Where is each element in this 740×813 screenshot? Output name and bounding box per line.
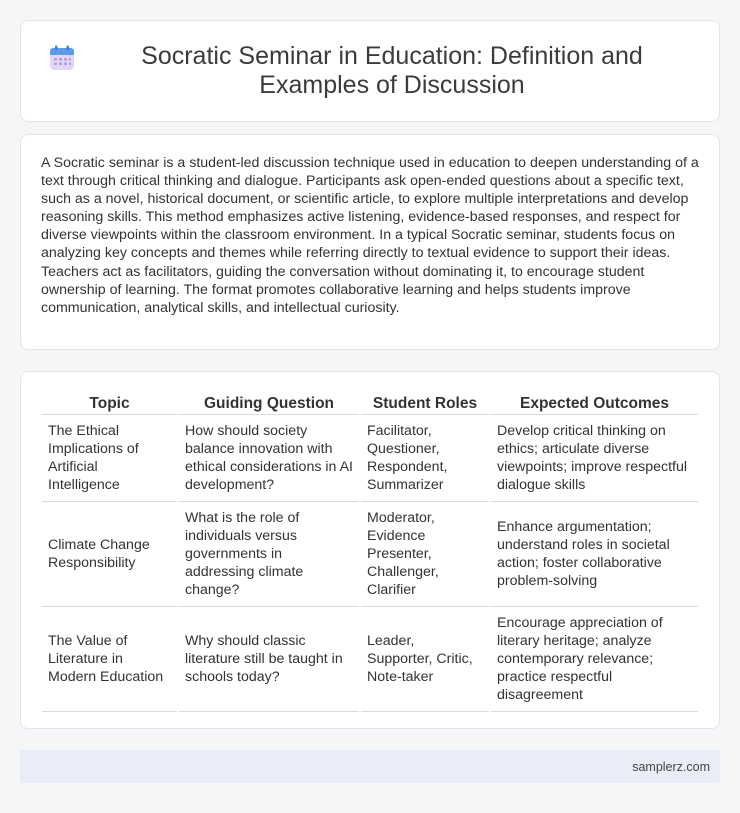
header-student-roles: Student Roles (360, 392, 490, 415)
page-title: Socratic Seminar in Education: Definition and Examples of Discussion (141, 42, 643, 99)
calendar-icon (49, 45, 75, 71)
cell-topic: The Ethical Implications of Artificial Intelligence (42, 415, 178, 502)
cell-student-roles: Facilitator, Questioner, Respondent, Summarizer (360, 415, 490, 502)
seminar-table (42, 392, 698, 712)
title-card (20, 20, 720, 122)
cell-guiding-question: Why should classic literature still be taught in schools today? (178, 607, 360, 712)
cell-student-roles: Moderator, Evidence Presenter, Challenger, Clarifier (360, 502, 490, 607)
table-card (20, 371, 720, 729)
table-row (42, 502, 698, 607)
summary-card (20, 134, 720, 350)
summary-text: A Socratic seminar is a student-led discussion technique used in education to deepen understanding of a text through critical thinking and dialogue. Participants ask open-ended questions about a specific text, such as a novel, historical document, or scientific article, to explore multiple interpretations and develop reasoning skills. This method emphasizes active listening, evidence-based responses, and respect for diverse viewpoints within the classroom environment. In a typical Socratic seminar, students focus on analyzing key concepts and themes while referring directly to textual evidence to support their ideas. Teachers act as facilitators, guiding the conversation without dominating it, to encourage student ownership of learning. The format promotes collaborative learning and helps students improve communication, analytical skills, and intellectual curiosity. (41, 155, 699, 316)
table-row (42, 607, 698, 712)
header-guiding-question: Guiding Question (178, 392, 360, 415)
table-row (42, 415, 698, 502)
table-header-row (42, 392, 698, 415)
cell-expected-outcomes: Develop critical thinking on ethics; articulate diverse viewpoints; improve respectful dialogue skills (490, 415, 698, 502)
cell-guiding-question: How should society balance innovation with ethical considerations in AI development? (178, 415, 360, 502)
footer-bar (20, 750, 720, 783)
header-expected-outcomes: Expected Outcomes (490, 392, 698, 415)
footer-site: samplerz.com (632, 759, 710, 774)
header-topic: Topic (42, 392, 178, 415)
cell-topic: The Value of Literature in Modern Education (42, 607, 178, 712)
cell-expected-outcomes: Encourage appreciation of literary heritage; analyze contemporary relevance; practice respectful disagreement (490, 607, 698, 712)
cell-guiding-question: What is the role of individuals versus governments in addressing climate change? (178, 502, 360, 607)
cell-student-roles: Leader, Supporter, Critic, Note-taker (360, 607, 490, 712)
cell-topic: Climate Change Responsibility (42, 502, 178, 607)
cell-expected-outcomes: Enhance argumentation; understand roles in societal action; foster collaborative problem-solving (490, 502, 698, 607)
